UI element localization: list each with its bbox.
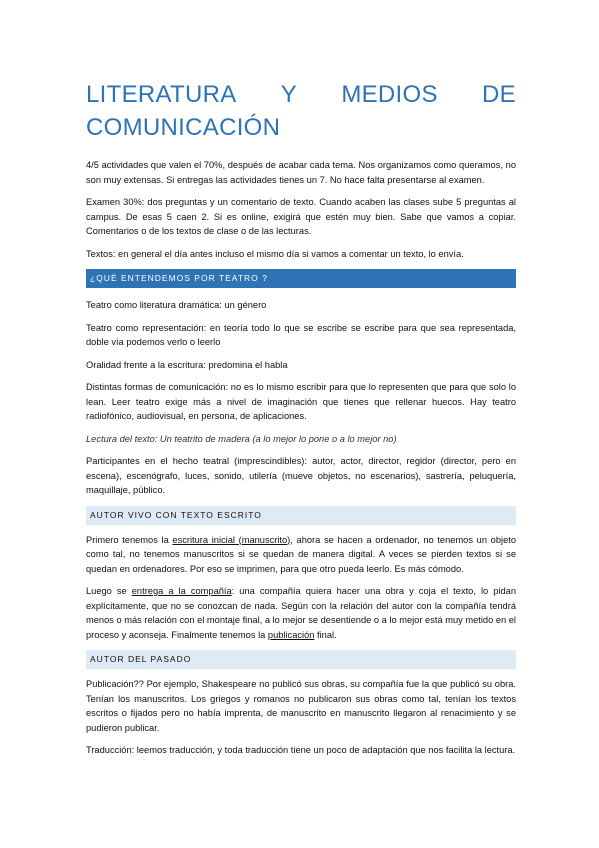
- intro-paragraph: Examen 30%: dos preguntas y un comentario de texto. Cuando acaben las clases sube 5 preguntas al campus. De esas 5 caen 2. Si es online, exigirá que estén muy bien. Sabe que vamos a copiar. Comentarios o de los textos de clase o de las lecturas.: [86, 197, 516, 236]
- section-paragraph: Traducción: leemos traducción, y toda traducción tiene un poco de adaptación que nos facilita la lectura.: [86, 745, 516, 755]
- reading-note: Lectura del texto: Un teatrito de madera (a lo mejor lo pone o a lo mejor no): [86, 433, 397, 444]
- title-word: DE: [482, 81, 516, 108]
- title-word: MEDIOS: [341, 81, 438, 108]
- section-heading-teatro: ¿QUÉ ENTENDEMOS POR TEATRO ?: [86, 269, 516, 288]
- participants-paragraph: Participantes en el hecho teatral (imprescindibles): autor, actor, director, regidor (director, pero en escena), escenógrafo, luces, sonido, utilería (mueve objetos, no escenarios), sastrería, peluquería, maquillaje, público.: [86, 456, 516, 495]
- document-content: [86, 78, 516, 766]
- section-paragraph: Teatro como literatura dramática: un género: [86, 300, 267, 310]
- underlined-term: publicación: [267, 629, 315, 640]
- document-title: [86, 78, 516, 144]
- title-word: Y: [280, 81, 298, 108]
- title-word: LITERATURA: [86, 81, 237, 108]
- section-paragraph: Distintas formas de comunicación: no es lo mismo escribir para que lo representen que para que solo lo lean. Leer teatro exige más a nivel de imaginación que tienes que rellenar huecos. Hay teatro radiofónico, audiovisual, en persona, de aplicaciones.: [86, 382, 516, 421]
- text-run: , ahora se hacen a ordenador, no tenemos un objeto como tal, no tenemos manuscritos si se quedan de manera digital. A veces se pierden textos si se quedan en ordenadores. Por eso se imprimen, para que otro pueda leerlo. Es más cómodo.: [86, 534, 516, 574]
- underlined-term: escritura inicial (manuscrito): [172, 534, 291, 545]
- section-heading-autor-pasado: AUTOR DEL PASADO: [86, 650, 516, 669]
- underlined-term: entrega a la compañía: [131, 586, 232, 596]
- section-paragraph: Publicación?? Por ejemplo, Shakespeare no publicó sus obras, su compañía fue la que publicó su obra. Tenían los manuscritos. Los griegos y romanos no publicaron sus obras como tal, tenían los textos escritos o fijados pero no había imprenta, de manuscrito en manuscrito llegaron al renacimiento y se pudieron publicar.: [86, 679, 516, 733]
- intro-paragraph: 4/5 actividades que valen el 70%, después de acabar cada tema. Nos organizamos como queramos, no son muy extensas. Si entregas las actividades tienes un 7. No hace falta presentarse al examen.: [86, 160, 516, 185]
- section-heading-autor-vivo: AUTOR VIVO CON TEXTO ESCRITO: [86, 506, 516, 525]
- section-paragraph: Oralidad frente a la escritura: predomina el habla: [86, 359, 288, 370]
- title-line-1: [86, 78, 516, 111]
- intro-paragraph: Textos: en general el día antes incluso el mismo día si vamos a comentar un texto, lo envía.: [86, 248, 464, 259]
- title-line-2: COMUNICACIÓN: [86, 114, 281, 141]
- text-run: Primero tenemos la: [86, 534, 173, 545]
- text-run: : una compañía quiera hacer una obra y coja el texto, lo pidan explícitamente, que no se conozcan de nada. Según con la relación del autor con la compañía tendrá menos o más relación con el montaje final, a lo mejor se desentiende o a lo mejor está muy metido en el proceso y aconseja. Finalmente tenemos la: [86, 586, 516, 640]
- section-paragraph: [86, 584, 516, 642]
- text-run: final.: [314, 629, 337, 640]
- section-paragraph: [86, 533, 516, 577]
- text-run: Luego se: [86, 586, 132, 596]
- section-paragraph: Teatro como representación: en teoría todo lo que se escribe se escribe para que sea representada, doble vía podemos verlo o leerlo: [86, 322, 516, 347]
